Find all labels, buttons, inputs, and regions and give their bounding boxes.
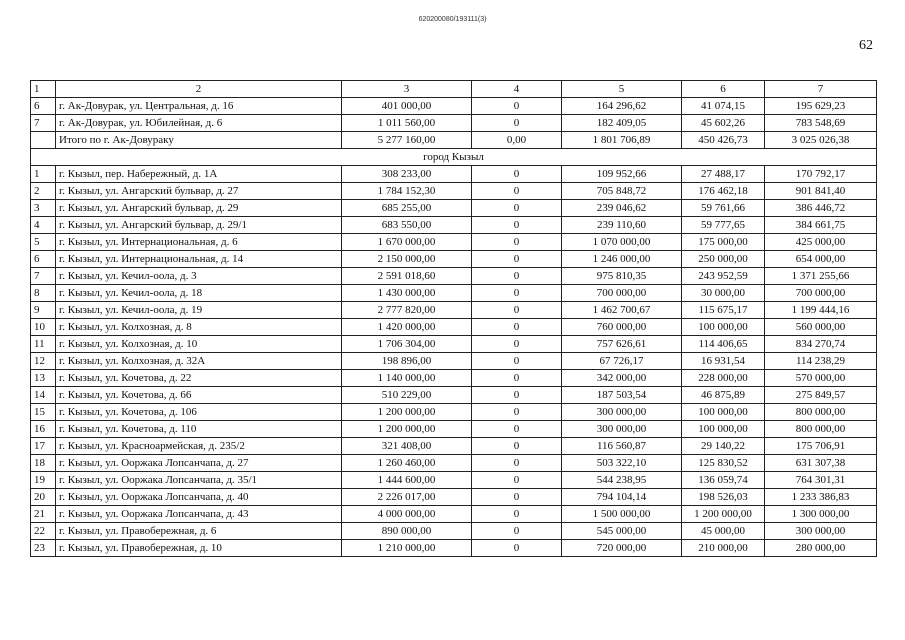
column-number-cell: 4 [472,81,562,98]
total-cost-cell: 1 784 152,30 [342,183,472,200]
budget-funds-cell: 243 952,59 [682,268,765,285]
fund-funds-cell: 300 000,00 [562,404,682,421]
total-cost-cell: 1 706 304,00 [342,336,472,353]
row-number-cell: 10 [31,319,56,336]
budget-funds-cell: 198 526,03 [682,489,765,506]
row-number-cell: 4 [31,217,56,234]
table-row [31,404,877,421]
table-row [31,489,877,506]
budget-funds-cell: 175 000,00 [682,234,765,251]
federal-funds-cell: 0 [472,336,562,353]
fund-funds-cell: 794 104,14 [562,489,682,506]
budget-funds-cell: 125 830,52 [682,455,765,472]
total-cost-cell: 1 200 000,00 [342,421,472,438]
budget-funds-cell: 114 406,65 [682,336,765,353]
federal-funds-cell: 0 [472,234,562,251]
column-number-cell: 6 [682,81,765,98]
table-row [31,336,877,353]
owner-funds-cell: 631 307,38 [765,455,877,472]
table-body [31,81,877,557]
owner-funds-cell: 800 000,00 [765,421,877,438]
column-number-cell: 7 [765,81,877,98]
owner-funds-cell: 560 000,00 [765,319,877,336]
budget-funds-cell: 100 000,00 [682,404,765,421]
row-number-cell: 13 [31,370,56,387]
owner-funds-cell: 384 661,75 [765,217,877,234]
row-number-cell: 17 [31,438,56,455]
address-cell: г. Кызыл, ул. Колхозная, д. 32А [56,353,342,370]
table-row [31,370,877,387]
owner-funds-cell: 1 300 000,00 [765,506,877,523]
budget-funds-cell: 29 140,22 [682,438,765,455]
table-row [31,353,877,370]
address-cell: г. Кызыл, ул. Кечил-оола, д. 18 [56,285,342,302]
federal-funds-cell: 0 [472,200,562,217]
row-number-cell: 6 [31,98,56,115]
owner-funds-cell: 764 301,31 [765,472,877,489]
row-number-cell [31,132,56,149]
fund-funds-cell: 975 810,35 [562,268,682,285]
address-cell: г. Кызыл, ул. Кечил-оола, д. 19 [56,302,342,319]
owner-funds-cell: 170 792,17 [765,166,877,183]
fund-funds-cell: 1 246 000,00 [562,251,682,268]
table-row [31,268,877,285]
total-cost-cell: 1 011 560,00 [342,115,472,132]
owner-funds-cell: 1 371 255,66 [765,268,877,285]
owner-funds-cell: 901 841,40 [765,183,877,200]
address-cell: г. Кызыл, ул. Ооржака Лопсанчапа, д. 35/1 [56,472,342,489]
fund-funds-cell: 164 296,62 [562,98,682,115]
address-cell: г. Кызыл, ул. Ооржака Лопсанчапа, д. 27 [56,455,342,472]
budget-funds-cell: 100 000,00 [682,319,765,336]
table-row [31,251,877,268]
owner-funds-cell: 195 629,23 [765,98,877,115]
owner-funds-cell: 114 238,29 [765,353,877,370]
budget-funds-cell: 27 488,17 [682,166,765,183]
budget-funds-cell: 210 000,00 [682,540,765,557]
federal-funds-cell: 0 [472,268,562,285]
column-number-cell: 5 [562,81,682,98]
total-cost-cell: 4 000 000,00 [342,506,472,523]
table-row [31,217,877,234]
address-cell: г. Кызыл, ул. Кочетова, д. 106 [56,404,342,421]
section-title: город Кызыл [31,149,877,166]
federal-funds-cell: 0 [472,387,562,404]
owner-funds-cell: 280 000,00 [765,540,877,557]
row-number-cell: 16 [31,421,56,438]
total-cost-cell: 198 896,00 [342,353,472,370]
address-cell: г. Кызыл, ул. Ангарский бульвар, д. 29/1 [56,217,342,234]
fund-funds-cell: 182 409,05 [562,115,682,132]
fund-funds-cell: 187 503,54 [562,387,682,404]
federal-funds-cell: 0 [472,115,562,132]
row-number-cell: 6 [31,251,56,268]
register-table [30,80,877,557]
address-cell: г. Ак-Довурак, ул. Центральная, д. 16 [56,98,342,115]
total-cost-cell: 1 420 000,00 [342,319,472,336]
owner-funds-cell: 570 000,00 [765,370,877,387]
federal-funds-cell: 0 [472,472,562,489]
total-cost-cell: 683 550,00 [342,217,472,234]
document-id: 620200080/193111(3) [418,16,487,23]
fund-funds-cell: 503 322,10 [562,455,682,472]
total-cost-cell: 1 670 000,00 [342,234,472,251]
total-cost-cell: 1 260 460,00 [342,455,472,472]
fund-funds-cell: 1 801 706,89 [562,132,682,149]
address-cell: г. Кызыл, ул. Интернациональная, д. 6 [56,234,342,251]
budget-funds-cell: 46 875,89 [682,387,765,404]
total-cost-cell: 1 210 000,00 [342,540,472,557]
total-cost-cell: 2 150 000,00 [342,251,472,268]
table-row [31,438,877,455]
fund-funds-cell: 300 000,00 [562,421,682,438]
federal-funds-cell: 0 [472,319,562,336]
address-cell: г. Кызыл, ул. Кочетова, д. 66 [56,387,342,404]
total-cost-cell: 890 000,00 [342,523,472,540]
budget-funds-cell: 30 000,00 [682,285,765,302]
total-cost-cell: 1 140 000,00 [342,370,472,387]
address-cell: г. Кызыл, ул. Кечил-оола, д. 3 [56,268,342,285]
address-cell: Итого по г. Ак-Довураку [56,132,342,149]
address-cell: г. Кызыл, ул. Правобережная, д. 6 [56,523,342,540]
owner-funds-cell: 3 025 026,38 [765,132,877,149]
row-number-cell: 1 [31,166,56,183]
address-cell: г. Кызыл, ул. Ооржака Лопсанчапа, д. 40 [56,489,342,506]
budget-funds-cell: 41 074,15 [682,98,765,115]
total-cost-cell: 685 255,00 [342,200,472,217]
budget-funds-cell: 115 675,17 [682,302,765,319]
row-number-cell: 8 [31,285,56,302]
total-cost-cell: 2 777 820,00 [342,302,472,319]
fund-funds-cell: 760 000,00 [562,319,682,336]
budget-funds-cell: 450 426,73 [682,132,765,149]
fund-funds-cell: 239 110,60 [562,217,682,234]
budget-funds-cell: 1 200 000,00 [682,506,765,523]
federal-funds-cell: 0 [472,353,562,370]
row-number-cell: 3 [31,200,56,217]
row-number-cell: 18 [31,455,56,472]
column-number-cell: 3 [342,81,472,98]
total-cost-cell: 2 591 018,60 [342,268,472,285]
row-number-cell: 7 [31,268,56,285]
total-cost-cell: 1 200 000,00 [342,404,472,421]
table-row [31,183,877,200]
budget-funds-cell: 45 602,26 [682,115,765,132]
total-cost-cell: 2 226 017,00 [342,489,472,506]
federal-funds-cell: 0 [472,421,562,438]
budget-funds-cell: 16 931,54 [682,353,765,370]
federal-funds-cell: 0 [472,251,562,268]
row-number-cell: 9 [31,302,56,319]
federal-funds-cell: 0 [472,98,562,115]
fund-funds-cell: 116 560,87 [562,438,682,455]
federal-funds-cell: 0 [472,404,562,421]
total-row [31,132,877,149]
fund-funds-cell: 705 848,72 [562,183,682,200]
table-row [31,234,877,251]
table-row [31,285,877,302]
federal-funds-cell: 0 [472,183,562,200]
owner-funds-cell: 800 000,00 [765,404,877,421]
table-row [31,166,877,183]
fund-funds-cell: 1 070 000,00 [562,234,682,251]
fund-funds-cell: 757 626,61 [562,336,682,353]
owner-funds-cell: 275 849,57 [765,387,877,404]
owner-funds-cell: 175 706,91 [765,438,877,455]
address-cell: г. Кызыл, ул. Ангарский бульвар, д. 27 [56,183,342,200]
total-cost-cell: 510 229,00 [342,387,472,404]
total-cost-cell: 308 233,00 [342,166,472,183]
federal-funds-cell: 0 [472,540,562,557]
table-row [31,319,877,336]
table-row [31,421,877,438]
address-cell: г. Кызыл, ул. Интернациональная, д. 14 [56,251,342,268]
address-cell: г. Кызыл, ул. Кочетова, д. 22 [56,370,342,387]
federal-funds-cell: 0 [472,455,562,472]
address-cell: г. Кызыл, ул. Красноармейская, д. 235/2 [56,438,342,455]
federal-funds-cell: 0 [472,166,562,183]
address-cell: г. Кызыл, ул. Ооржака Лопсанчапа, д. 43 [56,506,342,523]
owner-funds-cell: 654 000,00 [765,251,877,268]
budget-funds-cell: 100 000,00 [682,421,765,438]
fund-funds-cell: 545 000,00 [562,523,682,540]
owner-funds-cell: 300 000,00 [765,523,877,540]
owner-funds-cell: 1 199 444,16 [765,302,877,319]
row-number-cell: 14 [31,387,56,404]
budget-funds-cell: 176 462,18 [682,183,765,200]
federal-funds-cell: 0,00 [472,132,562,149]
page-number: 62 [859,38,873,53]
row-number-cell: 2 [31,183,56,200]
row-number-cell: 5 [31,234,56,251]
fund-funds-cell: 239 046,62 [562,200,682,217]
total-cost-cell: 5 277 160,00 [342,132,472,149]
table-row [31,115,877,132]
total-cost-cell: 1 430 000,00 [342,285,472,302]
column-number-cell: 1 [31,81,56,98]
row-number-cell: 22 [31,523,56,540]
address-cell: г. Ак-Довурак, ул. Юбилейная, д. 6 [56,115,342,132]
fund-funds-cell: 109 952,66 [562,166,682,183]
fund-funds-cell: 544 238,95 [562,472,682,489]
row-number-cell: 15 [31,404,56,421]
address-cell: г. Кызыл, ул. Правобережная, д. 10 [56,540,342,557]
fund-funds-cell: 700 000,00 [562,285,682,302]
column-number-row [31,81,877,98]
federal-funds-cell: 0 [472,370,562,387]
row-number-cell: 12 [31,353,56,370]
fund-funds-cell: 67 726,17 [562,353,682,370]
row-number-cell: 19 [31,472,56,489]
fund-funds-cell: 1 500 000,00 [562,506,682,523]
table-row [31,387,877,404]
federal-funds-cell: 0 [472,217,562,234]
table-row [31,523,877,540]
federal-funds-cell: 0 [472,506,562,523]
owner-funds-cell: 834 270,74 [765,336,877,353]
budget-funds-cell: 250 000,00 [682,251,765,268]
address-cell: г. Кызыл, ул. Колхозная, д. 8 [56,319,342,336]
table-row [31,506,877,523]
total-cost-cell: 321 408,00 [342,438,472,455]
address-cell: г. Кызыл, ул. Ангарский бульвар, д. 29 [56,200,342,217]
row-number-cell: 7 [31,115,56,132]
budget-funds-cell: 59 777,65 [682,217,765,234]
federal-funds-cell: 0 [472,438,562,455]
table-row [31,302,877,319]
fund-funds-cell: 720 000,00 [562,540,682,557]
table-row [31,472,877,489]
section-row [31,149,877,166]
row-number-cell: 20 [31,489,56,506]
address-cell: г. Кызыл, ул. Кочетова, д. 110 [56,421,342,438]
budget-funds-cell: 59 761,66 [682,200,765,217]
owner-funds-cell: 700 000,00 [765,285,877,302]
table-row [31,540,877,557]
row-number-cell: 21 [31,506,56,523]
owner-funds-cell: 386 446,72 [765,200,877,217]
budget-funds-cell: 228 000,00 [682,370,765,387]
row-number-cell: 11 [31,336,56,353]
owner-funds-cell: 783 548,69 [765,115,877,132]
column-number-cell: 2 [56,81,342,98]
table-row [31,455,877,472]
budget-funds-cell: 45 000,00 [682,523,765,540]
budget-funds-cell: 136 059,74 [682,472,765,489]
fund-funds-cell: 342 000,00 [562,370,682,387]
total-cost-cell: 401 000,00 [342,98,472,115]
owner-funds-cell: 425 000,00 [765,234,877,251]
address-cell: г. Кызыл, ул. Колхозная, д. 10 [56,336,342,353]
federal-funds-cell: 0 [472,285,562,302]
federal-funds-cell: 0 [472,302,562,319]
owner-funds-cell: 1 233 386,83 [765,489,877,506]
fund-funds-cell: 1 462 700,67 [562,302,682,319]
table-row [31,98,877,115]
federal-funds-cell: 0 [472,489,562,506]
address-cell: г. Кызыл, пер. Набережный, д. 1А [56,166,342,183]
total-cost-cell: 1 444 600,00 [342,472,472,489]
row-number-cell: 23 [31,540,56,557]
table-row [31,200,877,217]
federal-funds-cell: 0 [472,523,562,540]
